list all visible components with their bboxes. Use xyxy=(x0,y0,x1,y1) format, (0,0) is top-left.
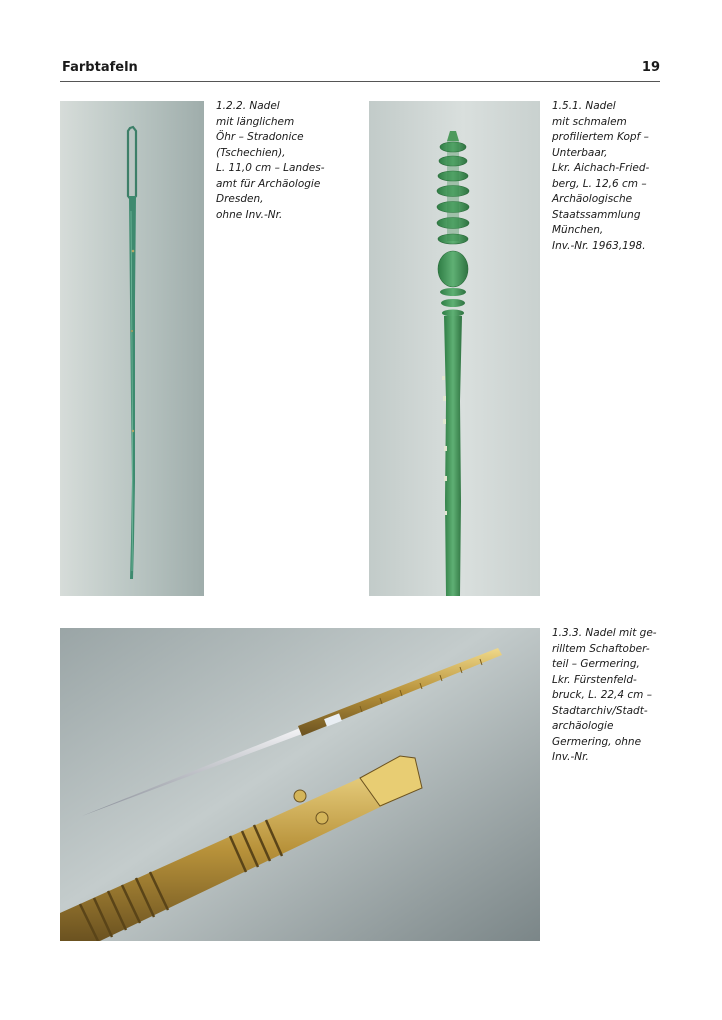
page-number: 19 xyxy=(641,60,660,75)
figure-caption-3: 1.3.3. Nadel mit ge- rilltem Schaftober- teil – Germering, Lkr. Fürstenfeld- bruck, L. 22,4 cm – Stadtarchiv/Stadt- archäologie Germering, ohne Inv.-Nr. xyxy=(552,627,657,763)
needle-eye-photo xyxy=(60,101,204,596)
figure-caption-1: 1.2.2. Nadel mit länglichem Öhr – Stradonice (Tschechien), L. 11,0 cm – Landes- amt für Archäologie Dresden, ohne Inv.-Nr. xyxy=(216,100,325,221)
page-title: Farbtafeln xyxy=(62,60,138,75)
grooved-shaft-needle-photo xyxy=(60,628,540,941)
figure-caption-2: 1.5.1. Nadel mit schmalem profiliertem Kopf – Unterbaar, Lkr. Aichach-Fried- berg, L. 12,6 cm – Archäologische Staatssammlung München, Inv.-Nr. 1963,198. xyxy=(552,100,650,252)
profiled-head-needle-photo xyxy=(369,101,540,596)
header-divider xyxy=(60,81,660,82)
